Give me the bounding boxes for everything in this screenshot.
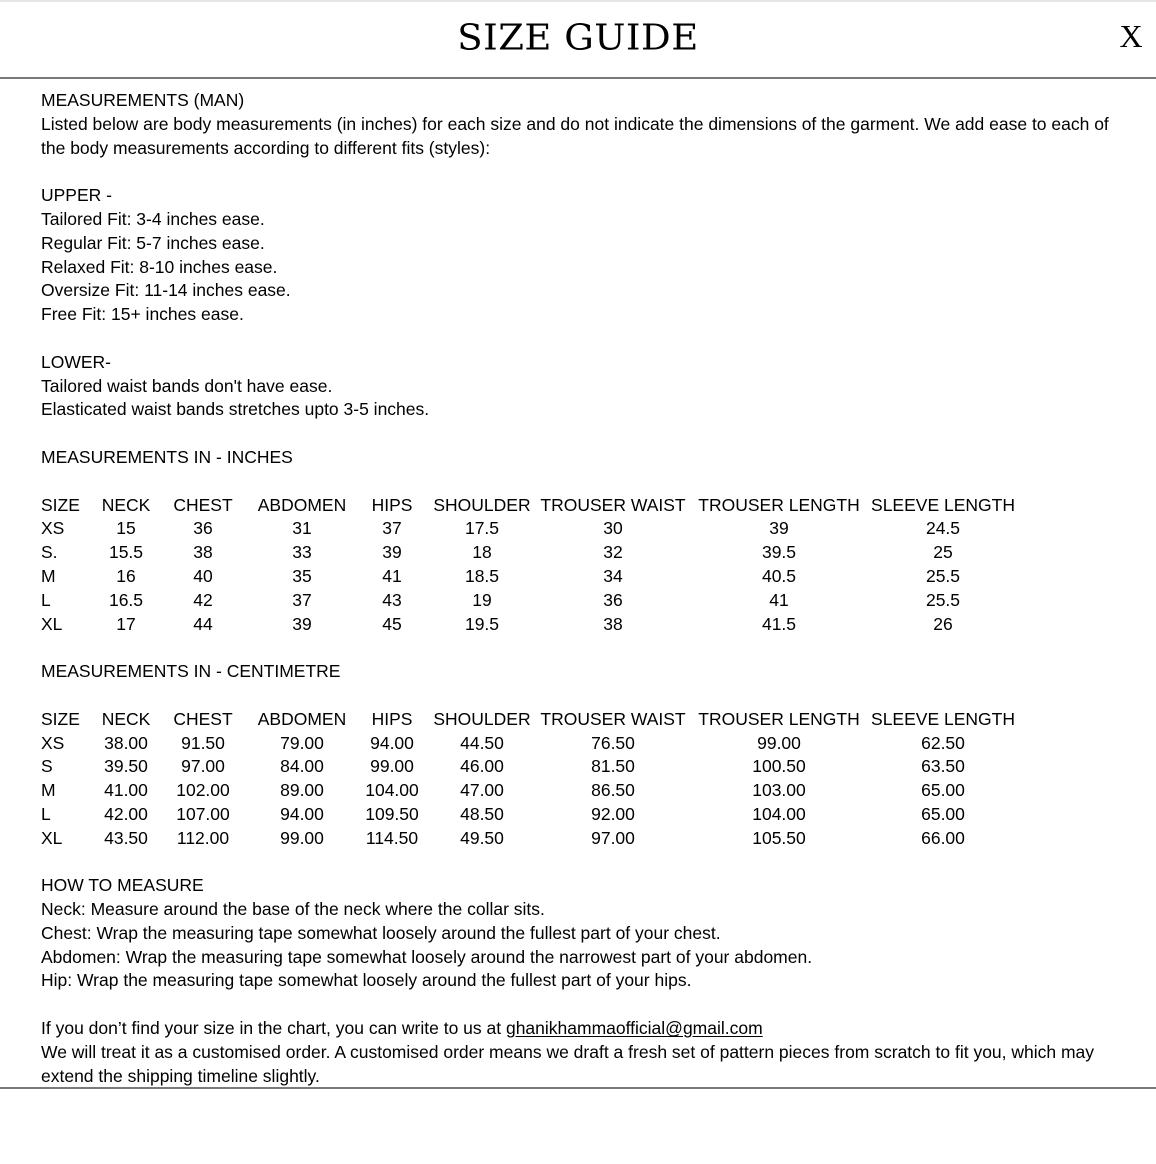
table-row	[41, 541, 1137, 565]
table-cell: 97.00	[181, 756, 225, 777]
table-cell: 44	[193, 613, 213, 634]
table-header-row	[41, 494, 1137, 518]
table-cell: 86.50	[591, 780, 635, 801]
section-heading-inches: MEASUREMENTS IN - INCHES	[41, 446, 293, 467]
intro-description: Listed below are body measurements (in inches) for each size and do not indicate the dimensions of the garment. We add ease to each of the body measurements according to different fits (styles):	[41, 113, 1109, 158]
custom-order-note: We will treat it as a customised order. A customised order means we draft a fresh set of pattern pieces from scratch to fit you, which may extend the shipping timeline slightly.	[41, 1041, 1095, 1086]
lower-item: Tailored waist bands don't have ease.	[41, 375, 333, 396]
table-cell: 47.00	[460, 780, 504, 801]
table-cell: 24.5	[925, 518, 961, 539]
table-cell: 42.00	[104, 803, 148, 824]
column-header: SLEEVE LENGTH	[871, 708, 1015, 729]
column-header: TROUSER WAIST	[540, 708, 686, 729]
table-cell: 109.50	[365, 803, 419, 824]
table-row	[41, 732, 1137, 756]
table-cell: 100.50	[752, 756, 806, 777]
table-cell: 15.5	[108, 542, 144, 563]
table-cell: 25	[933, 542, 953, 563]
table-cell: 33	[292, 542, 312, 563]
table-cell: 43.50	[104, 827, 148, 848]
table-cell: 39.5	[761, 542, 797, 563]
table-cell: 38	[603, 613, 623, 634]
table-row	[41, 827, 1137, 851]
size-label: XS	[41, 732, 65, 753]
table-cell: 66.00	[921, 827, 965, 848]
table-cell: 94.00	[280, 803, 324, 824]
size-label: XS	[41, 518, 65, 539]
header-divider	[0, 77, 1156, 79]
column-header: ABDOMEN	[257, 494, 347, 515]
table-cell: 31	[292, 518, 312, 539]
table-cell: 25.5	[925, 565, 961, 586]
modal-header	[0, 2, 1156, 78]
column-header: ABDOMEN	[257, 708, 347, 729]
table-cell: 39	[292, 613, 312, 634]
table-cell: 65.00	[921, 803, 965, 824]
size-label: XL	[41, 613, 63, 634]
table-cell: 40	[193, 565, 213, 586]
how-to-measure-item: Chest: Wrap the measuring tape somewhat loosely around the fullest part of your chest.	[41, 922, 721, 943]
table-cell: 35	[292, 565, 312, 586]
table-cell: 76.50	[591, 732, 635, 753]
table-cell: 63.50	[921, 756, 965, 777]
table-cell: 41	[769, 589, 789, 610]
table-cell: 41	[382, 565, 402, 586]
modal-title: SIZE GUIDE	[457, 17, 699, 58]
inches-size-table	[41, 494, 1137, 637]
table-cell: 39.50	[104, 756, 148, 777]
column-header: HIPS	[371, 708, 413, 729]
table-cell: 114.50	[365, 827, 419, 848]
table-cell: 84.00	[280, 756, 324, 777]
table-row	[41, 803, 1137, 827]
table-cell: 91.50	[181, 732, 225, 753]
upper-fit-item: Oversize Fit: 11-14 inches ease.	[41, 280, 291, 301]
email-link[interactable]: ghanikhammaofficial@gmail.com	[505, 1018, 763, 1039]
table-cell: 16	[116, 565, 136, 586]
table-row	[41, 589, 1137, 613]
upper-fit-item: Free Fit: 15+ inches ease.	[41, 304, 244, 325]
table-cell: 25.5	[925, 589, 961, 610]
contact-text: If you don’t find your size in the chart, you can write to us at	[41, 1018, 506, 1039]
contact-line	[41, 1017, 1137, 1041]
column-header: NECK	[101, 708, 151, 729]
size-label: L	[41, 589, 51, 610]
table-cell: 97.00	[591, 827, 635, 848]
table-cell: 49.50	[460, 827, 504, 848]
table-cell: 104.00	[752, 803, 806, 824]
table-cell: 42	[193, 589, 213, 610]
column-header: CHEST	[173, 494, 233, 515]
column-header: SHOULDER	[433, 708, 531, 729]
table-cell: 17.5	[464, 518, 500, 539]
upper-fit-item: Tailored Fit: 3-4 inches ease.	[41, 208, 265, 229]
table-cell: 62.50	[921, 732, 965, 753]
centimetre-size-table	[41, 708, 1137, 851]
table-cell: 94.00	[370, 732, 414, 753]
table-row	[41, 517, 1137, 541]
table-cell: 37	[292, 589, 312, 610]
table-cell: 26	[933, 613, 953, 634]
table-cell: 81.50	[591, 756, 635, 777]
table-cell: 38.00	[104, 732, 148, 753]
table-cell: 39	[769, 518, 789, 539]
size-guide-content	[41, 89, 1137, 1088]
table-row	[41, 613, 1137, 637]
section-heading-measurements: MEASUREMENTS (MAN)	[41, 90, 245, 110]
size-label: XL	[41, 827, 63, 848]
table-cell: 43	[382, 589, 402, 610]
column-header: HIPS	[371, 494, 413, 515]
table-row	[41, 779, 1137, 803]
table-cell: 19.5	[464, 613, 500, 634]
table-cell: 46.00	[460, 756, 504, 777]
table-cell: 103.00	[752, 780, 806, 801]
table-cell: 107.00	[176, 803, 230, 824]
section-heading-centimetre: MEASUREMENTS IN - CENTIMETRE	[41, 661, 341, 682]
table-cell: 45	[382, 613, 402, 634]
table-cell: 105.50	[752, 827, 806, 848]
table-cell: 17	[116, 613, 136, 634]
table-cell: 39	[382, 542, 402, 563]
close-button[interactable]: X	[1119, 18, 1143, 54]
how-to-measure-item: Neck: Measure around the base of the neck where the collar sits.	[41, 899, 545, 920]
table-cell: 15	[116, 518, 136, 539]
table-cell: 112.00	[176, 827, 230, 848]
table-cell: 19	[472, 589, 492, 610]
size-label: S	[41, 756, 53, 777]
table-cell: 99.00	[370, 756, 414, 777]
table-cell: 44.50	[460, 732, 504, 753]
column-header: SLEEVE LENGTH	[871, 494, 1015, 515]
column-header: TROUSER LENGTH	[698, 494, 860, 515]
section-heading-lower: LOWER-	[41, 351, 111, 372]
upper-fit-item: Relaxed Fit: 8-10 inches ease.	[41, 256, 278, 277]
column-header: SIZE	[41, 708, 80, 729]
size-label: L	[41, 803, 51, 824]
table-cell: 36	[193, 518, 213, 539]
table-cell: 37	[382, 518, 402, 539]
how-to-measure-item: Abdomen: Wrap the measuring tape somewhat loosely around the narrowest part of your abdomen.	[41, 946, 813, 967]
table-row	[41, 755, 1137, 779]
size-label: S.	[41, 542, 58, 563]
column-header: TROUSER LENGTH	[698, 708, 860, 729]
column-header: SHOULDER	[433, 494, 531, 515]
size-label: M	[41, 565, 56, 586]
table-cell: 104.00	[365, 780, 419, 801]
table-cell: 99.00	[280, 827, 324, 848]
column-header: NECK	[101, 494, 151, 515]
table-cell: 36	[603, 589, 623, 610]
table-cell: 89.00	[280, 780, 324, 801]
table-cell: 48.50	[460, 803, 504, 824]
upper-fit-item: Regular Fit: 5-7 inches ease.	[41, 232, 265, 253]
table-cell: 18.5	[464, 565, 500, 586]
column-header: SIZE	[41, 494, 80, 515]
table-cell: 65.00	[921, 780, 965, 801]
table-cell: 34	[603, 565, 623, 586]
section-heading-upper: UPPER -	[41, 185, 112, 206]
footer-divider	[0, 1087, 1156, 1089]
table-cell: 18	[472, 542, 492, 563]
table-cell: 92.00	[591, 803, 635, 824]
section-heading-how-to-measure: HOW TO MEASURE	[41, 875, 204, 896]
table-header-row	[41, 708, 1137, 732]
table-cell: 41.5	[761, 613, 797, 634]
table-cell: 16.5	[108, 589, 144, 610]
table-row	[41, 565, 1137, 589]
table-cell: 41.00	[104, 780, 148, 801]
size-label: M	[41, 780, 56, 801]
table-cell: 32	[603, 542, 623, 563]
table-cell: 38	[193, 542, 213, 563]
table-cell: 102.00	[176, 780, 230, 801]
column-header: CHEST	[173, 708, 233, 729]
table-cell: 79.00	[280, 732, 324, 753]
column-header: TROUSER WAIST	[540, 494, 686, 515]
table-cell: 40.5	[761, 565, 797, 586]
table-cell: 99.00	[757, 732, 801, 753]
lower-item: Elasticated waist bands stretches upto 3-5 inches.	[41, 399, 430, 420]
table-cell: 30	[603, 518, 623, 539]
how-to-measure-item: Hip: Wrap the measuring tape somewhat loosely around the fullest part of your hips.	[41, 970, 692, 991]
